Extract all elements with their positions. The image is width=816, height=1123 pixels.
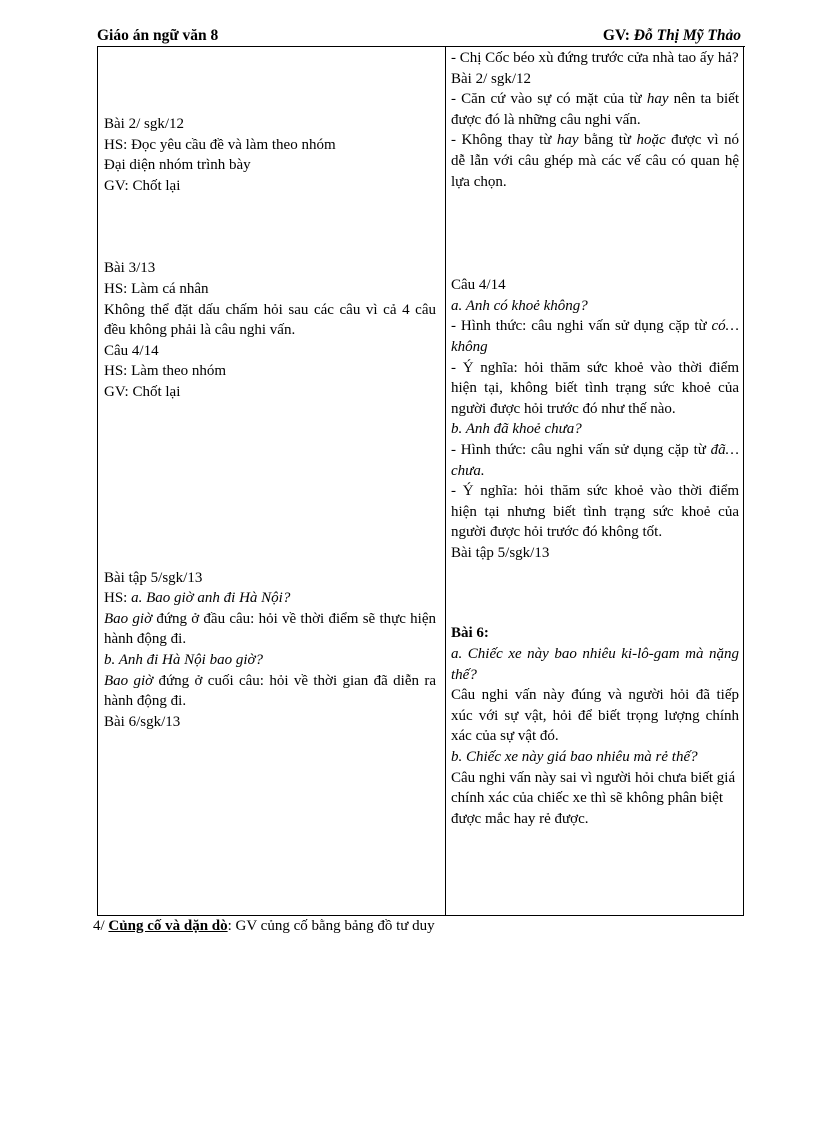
column-divider [445, 46, 446, 915]
right-cau4-meaning-b: - Ý nghĩa: hỏi thăm sức khoẻ vào thời điểm hiện tại nhưng biết tình trạng sức khoẻ của người được hỏi trước đó không tốt. [451, 483, 739, 541]
left-cau4-line: HS: Làm theo nhóm [104, 363, 227, 380]
lesson-table [97, 46, 744, 916]
left-bai2-line: GV: Chốt lại [104, 177, 181, 194]
left-bt5-question-b: b. Anh đi Hà Nội bao giờ? [104, 651, 263, 668]
left-bai2-title: Bài 2/ sgk/12 [104, 116, 185, 132]
header-teacher: GV: Đỗ Thị Mỹ Thảo [602, 27, 741, 44]
left-bt5-title: Bài tập 5/sgk/13 [104, 569, 203, 586]
left-bai6-title: Bài 6/sgk/13 [104, 713, 181, 730]
consolidation-title: Củng cố và dặn dò [108, 918, 228, 934]
right-bai2-answer: - Căn cứ vào sự có mặt của từ hay nên ta biết được đó là những câu nghi vấn. [451, 91, 739, 128]
right-bai6-answer-b: Câu nghi vấn này sai vì người hỏi chưa biết giá chính xác của chiếc xe thì sẽ không phân biệt được mắc hay rẻ được. [451, 769, 736, 827]
right-bai6-question-b: b. Chiếc xe này giá bao nhiêu mà rẻ thế? [451, 749, 698, 766]
left-cau4-title: Câu 4/14 [104, 342, 159, 359]
consolidation-section: 4/ Củng cố và dặn dò: GV củng cố bằng bảng đồ tư duy [93, 918, 435, 934]
right-cau4-title: Câu 4/14 [451, 277, 506, 294]
header-subject: Giáo án ngữ văn 8 [97, 27, 219, 44]
right-column [451, 46, 739, 829]
right-top-line: - Chị Cốc béo xù đứng trước cửa nhà tao ấy hả? [451, 50, 739, 66]
right-bai6-answer-a: Câu nghi vấn này đúng và người hỏi đã tiếp xúc với sự vật, hỏi để biết trọng lượng chính xác của sự vật đó. [451, 687, 739, 745]
left-bai3-line: HS: Làm cá nhân [104, 280, 209, 297]
left-cau4-line: GV: Chốt lại [104, 383, 181, 400]
right-cau4-question-a: a. Anh có khoẻ không? [451, 297, 588, 314]
left-column [104, 46, 436, 732]
left-bai2-line: Đại diện nhóm trình bày [104, 157, 251, 174]
left-bt5-answer-a: Bao giờ đứng ở đầu câu: hỏi về thời điểm sẽ thực hiện hành động đi. [104, 610, 436, 648]
right-cau4-form-b: - Hình thức: câu nghi vấn sử dụng cặp từ đã… chưa. [451, 441, 739, 479]
left-bai3-title: Bài 3/13 [104, 260, 156, 277]
right-cau4-question-b: b. Anh đã khoẻ chưa? [451, 421, 582, 438]
right-bai6-title: Bài 6: [451, 625, 489, 642]
right-bt5-title: Bài tập 5/sgk/13 [451, 544, 550, 561]
right-bai2-title: Bài 2/ sgk/12 [451, 70, 532, 87]
right-bai2-answer: - Không thay từ hay bằng từ hoặc được vì nó dễ lẫn với câu ghép mà các vế câu có quan hệ lựa chọn. [451, 132, 739, 190]
right-cau4-meaning-a: - Ý nghĩa: hỏi thăm sức khoẻ vào thời điểm hiện tại, không biết tình trạng sức khoẻ của người được hỏi trước đó như thế nào. [451, 359, 739, 417]
left-bt5-answer-b: Bao giờ đứng ở cuối câu: hỏi về thời gian đã diễn ra hành động đi. [104, 672, 436, 710]
right-bai6-question-a: a. Chiếc xe này bao nhiêu ki-lô-gam mà nặng thế? [451, 646, 739, 683]
right-cau4-form-a: - Hình thức: câu nghi vấn sử dụng cặp từ có…không [451, 318, 739, 355]
left-bt5-question-a: HS: a. Bao giờ anh đi Hà Nội? [104, 590, 291, 607]
left-bai3-line: Không thể đặt dấu chấm hỏi sau các câu vì cả 4 câu đều không phải là câu nghi vấn. [104, 301, 436, 339]
page-header [97, 24, 745, 47]
teacher-name: Đỗ Thị Mỹ Thảo [633, 27, 741, 44]
left-bai2-line: HS: Đọc yêu cầu đề và làm theo nhóm [104, 136, 336, 153]
